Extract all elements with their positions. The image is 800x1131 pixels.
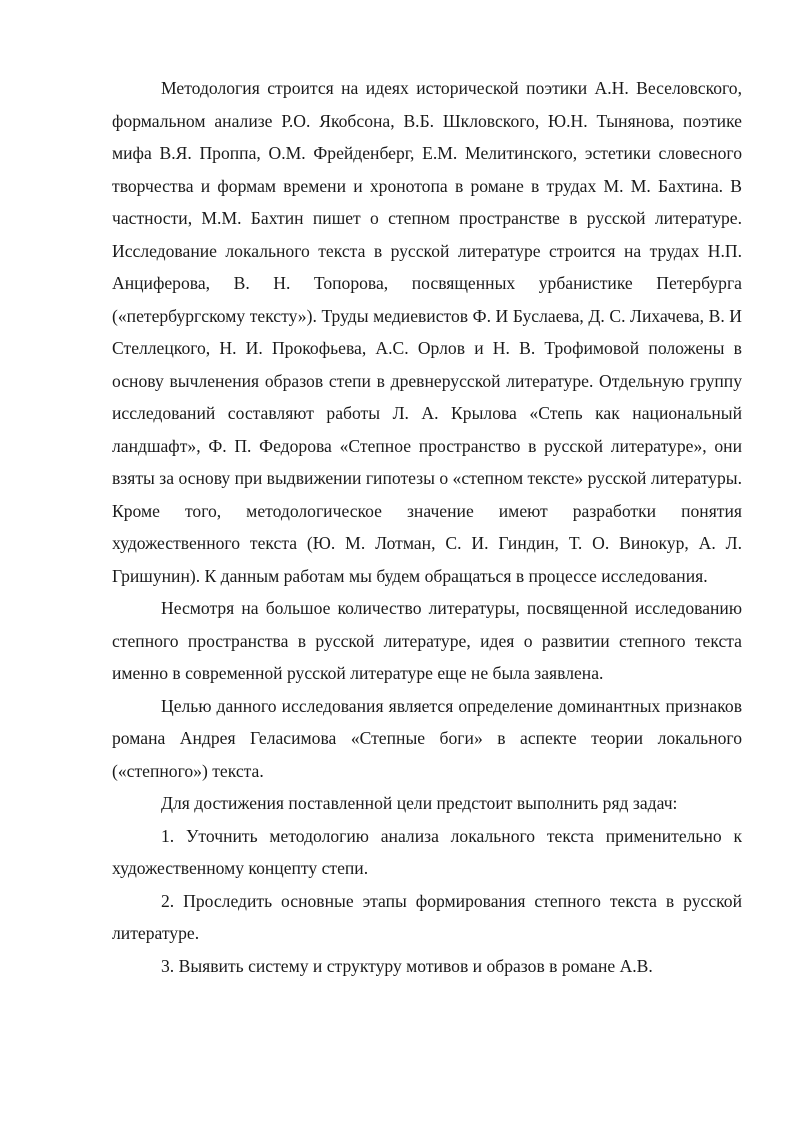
document-body	[112, 72, 742, 982]
task-item-1: 1. Уточнить методологию анализа локального текста применительно к художественному концепту степи.	[112, 825, 742, 878]
task-item-3: 3. Выявить систему и структуру мотивов и образов в романе А.В.	[161, 955, 653, 976]
task-item-2: 2. Проследить основные этапы формирования степного текста в русской литературе.	[112, 890, 742, 943]
paragraph-goal: Целью данного исследования является определение доминантных признаков романа Андрея Геласимова «Степные боги» в аспекте теории локального («степного») текста.	[112, 695, 742, 781]
paragraph-tasks-intro: Для достижения поставленной цели предстоит выполнить ряд задач:	[161, 793, 678, 813]
paragraph-novelty: Несмотря на большое количество литературы, посвященной исследованию степного пространства в русской литературе, идея о развитии степного текста именно в современной русской литературе еще не была заявлена.	[112, 598, 742, 683]
paragraph-methodology: Методология строится на идеях исторической поэтики А.Н. Веселовского, формальном анализе Р.О. Якобсона, В.Б. Шкловского, Ю.Н. Тынянова, поэтике мифа В.Я. Проппа, О.М. Фрейденберг, Е.М. Мелитинского, эстетики словесного творчества и формам времени и хронотопа в романе в трудах М. М. Бахтина. В частности, М.М. Бахтин пишет о степном пространстве в русской литературе. Исследование локального текста в русской литературе строится на трудах Н.П. Анциферова, В. Н. Топорова, посвященных урбанистике Петербурга («петербургскому тексту»). Труды медиевистов Ф. И Буслаева, Д. С. Лихачева, В. И Стеллецкого, Н. И. Прокофьева, А.С. Орлов и Н. В. Трофимовой положены в основу вычленения образов степи в древнерусской литературе. Отдельную группу исследований составляют работы Л. А. Крылова «Степь как национальный ландшафт», Ф. П. Федорова «Степное пространство в русской литературе», они взяты за основу при выдвижении гипотезы о «степном тексте» русской литературы. Кроме того, методологическое значение имеют разработки понятия художественного текста (Ю. М. Лотман, С. И. Гиндин, Т. О. Винокур, А. Л. Гришунин). К данным работам мы будем обращаться в процессе исследования.	[112, 78, 742, 586]
